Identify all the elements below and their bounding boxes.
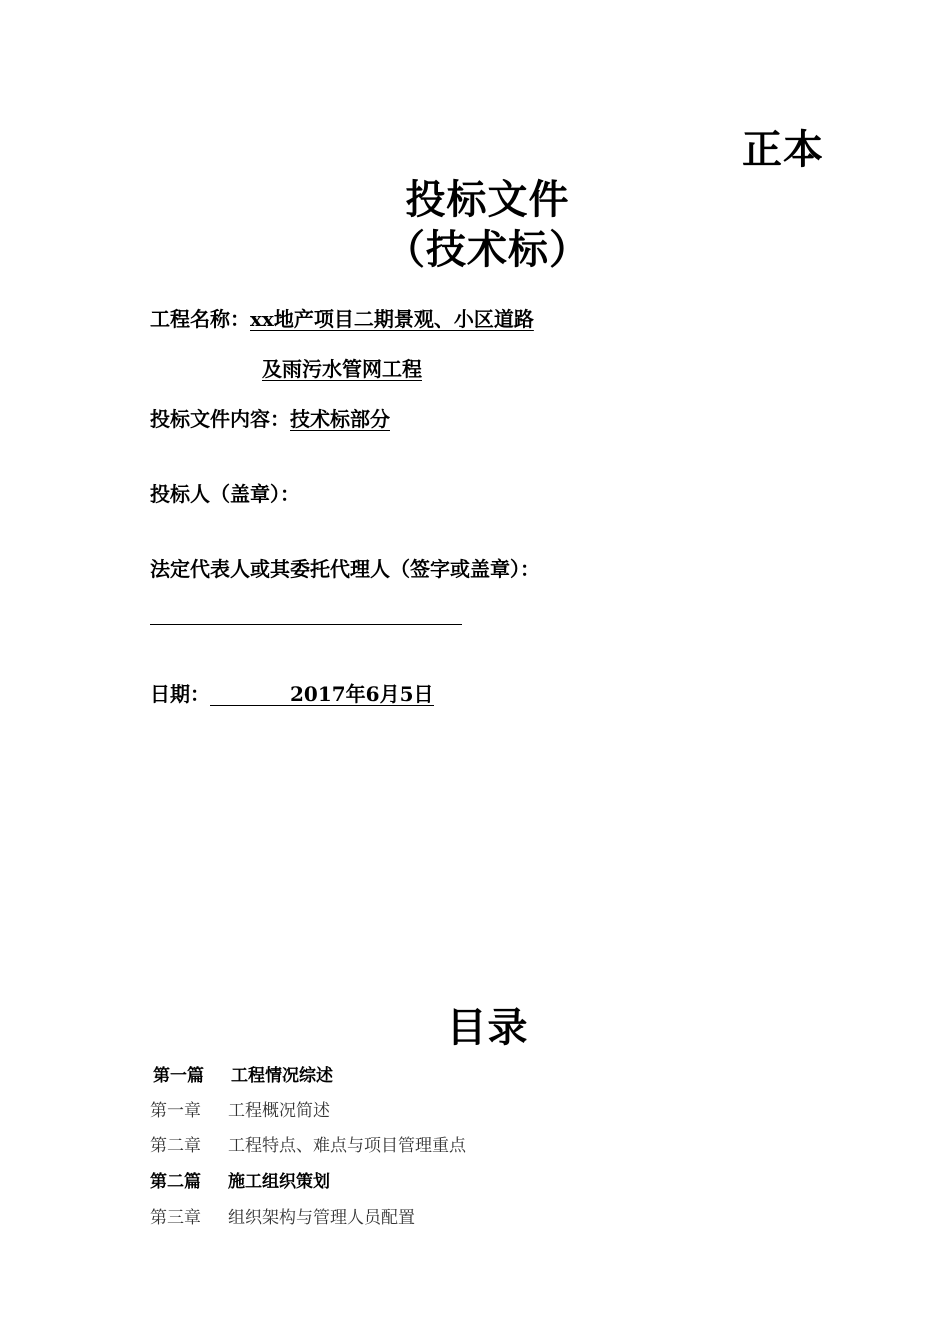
toc-item-number: 第二章 — [150, 1136, 201, 1156]
bidder-row — [150, 478, 300, 507]
bid-content-row — [150, 403, 390, 432]
project-name-row — [150, 303, 534, 332]
project-name-label: 工程名称： — [150, 307, 250, 331]
toc-item[interactable] — [153, 1061, 333, 1086]
representative-label: 法定代表人或其委托代理人（签字或盖章）： — [150, 557, 540, 581]
project-name-value: xx地产项目二期景观、小区道路 — [250, 307, 534, 331]
bid-content-value: 技术标部分 — [290, 407, 390, 431]
project-name-row-2 — [262, 353, 422, 382]
toc-item-title: 工程特点、难点与项目管理重点 — [228, 1136, 466, 1156]
signature-line — [150, 624, 462, 625]
toc-item[interactable] — [150, 1096, 330, 1121]
toc-item-title: 工程情况综述 — [231, 1066, 333, 1086]
bid-content-label: 投标文件内容： — [150, 407, 290, 431]
project-name-value-2: 及雨污水管网工程 — [262, 357, 422, 381]
representative-row — [150, 553, 540, 582]
date-row — [150, 678, 434, 707]
toc-item[interactable] — [150, 1131, 466, 1156]
toc-item-number: 第一篇 — [153, 1066, 204, 1086]
toc-item-title: 工程概况简述 — [228, 1101, 330, 1121]
bidder-label: 投标人（盖章）： — [150, 482, 300, 506]
toc-item-number: 第二篇 — [150, 1172, 201, 1192]
toc-item-number: 第三章 — [150, 1208, 201, 1228]
copy-mark: 正本 — [742, 126, 824, 173]
toc-item-title: 组织架构与管理人员配置 — [228, 1208, 415, 1228]
date-value: 2017年6月5日 — [210, 683, 434, 706]
toc-item-number: 第一章 — [150, 1101, 201, 1121]
toc-item-title: 施工组织策划 — [228, 1172, 330, 1192]
toc-title: 目录 — [446, 1004, 529, 1051]
toc-item[interactable] — [150, 1203, 415, 1228]
document-subtitle: （技术标） — [385, 226, 590, 273]
toc-item[interactable] — [150, 1167, 330, 1192]
document-title: 投标文件 — [405, 176, 570, 223]
date-label: 日期： — [150, 682, 210, 706]
